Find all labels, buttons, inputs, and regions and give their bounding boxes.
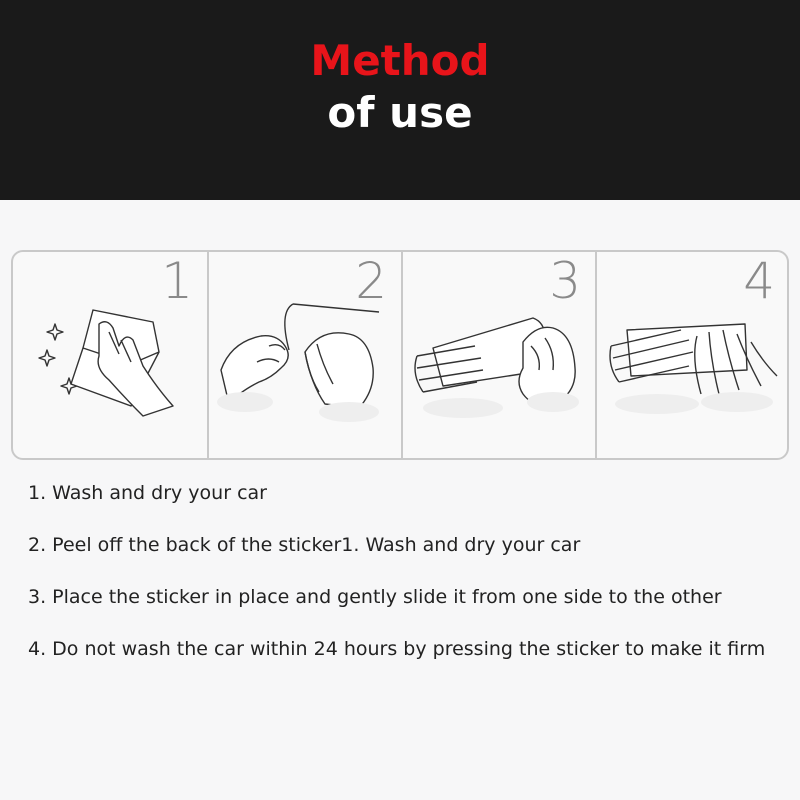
panel-number: 3	[549, 252, 581, 310]
step-panel-3	[401, 252, 595, 458]
step-panel-1	[13, 252, 207, 458]
header-banner	[0, 0, 800, 200]
instruction-panels	[11, 250, 789, 460]
step-4-text: 4. Do not wash the car within 24 hours by pressing the sticker to make it firm	[28, 638, 766, 660]
panel-number: 4	[743, 252, 775, 310]
panel-number: 1	[161, 252, 193, 310]
step-1-text: 1. Wash and dry your car	[28, 482, 267, 504]
step-3-text: 3. Place the sticker in place and gently slide it from one side to the other	[28, 586, 722, 608]
title-of-use: of use	[327, 88, 473, 137]
step-2-text: 2. Peel off the back of the sticker1. Wash and dry your car	[28, 534, 581, 556]
panel-number: 2	[355, 252, 387, 310]
step-list	[28, 478, 788, 686]
step-panel-2	[207, 252, 401, 458]
step-panel-4	[595, 252, 789, 458]
title-method: Method	[310, 36, 490, 85]
